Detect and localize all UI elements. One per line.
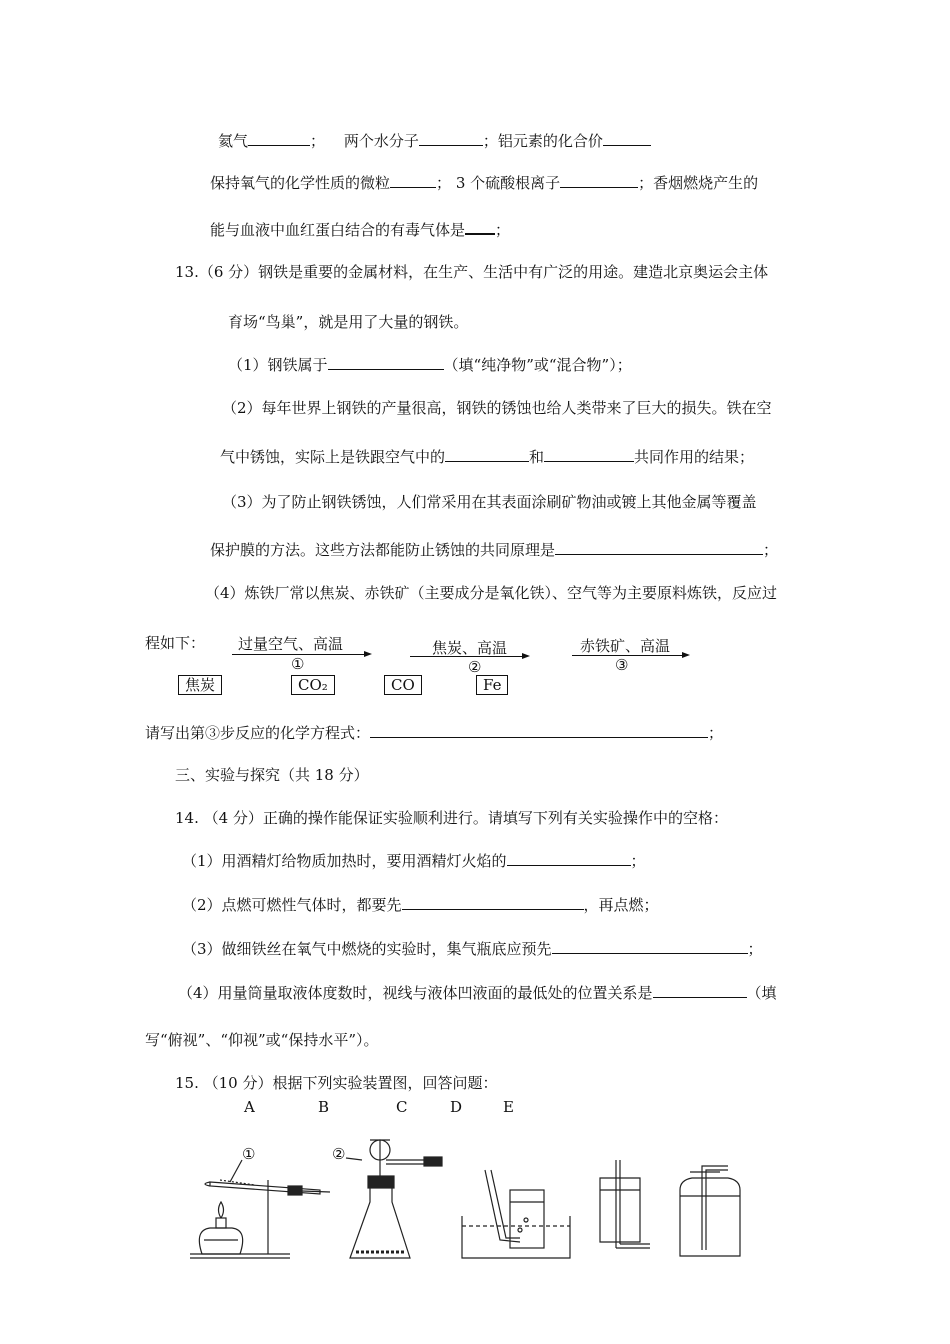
answer-blank[interactable] bbox=[328, 354, 444, 370]
mark-1: ① bbox=[242, 1145, 256, 1163]
apparatus-b bbox=[346, 1140, 442, 1258]
answer-blank[interactable] bbox=[390, 172, 436, 188]
q13-part4a: （4）炼铁厂常以焦炭、赤铁矿（主要成分是氧化铁）、空气等为主要原料炼铁，反应过 bbox=[205, 584, 778, 602]
text: ； bbox=[708, 724, 724, 742]
text: （2）点燃可燃性气体时，都要先 bbox=[182, 896, 402, 914]
mark-2: ② bbox=[332, 1145, 346, 1163]
arrow1-number: ① bbox=[291, 655, 305, 673]
text: 香烟燃烧产生的 bbox=[653, 174, 759, 192]
answer-blank[interactable] bbox=[248, 130, 310, 146]
answer-blank[interactable] bbox=[402, 894, 584, 910]
text: 保持氧气的化学性质的微粒 bbox=[210, 174, 391, 192]
text: 3 个硫酸根离子 bbox=[455, 174, 561, 192]
q13-part4b: 程如下： bbox=[145, 634, 206, 652]
text: ； bbox=[630, 852, 646, 870]
q14-part1 bbox=[182, 850, 646, 871]
answer-blank[interactable] bbox=[465, 218, 495, 235]
arrow2-number: ② bbox=[468, 658, 482, 676]
text: ； bbox=[638, 174, 654, 192]
text: （填“纯净物”或“混合物”）； bbox=[443, 356, 632, 374]
answer-blank[interactable] bbox=[560, 172, 638, 188]
arrow3-number: ③ bbox=[615, 656, 629, 674]
q13-part2a: （2）每年世界上钢铁的产量很高，钢铁的锈蚀也给人类带来了巨大的损失。铁在空 bbox=[222, 399, 772, 417]
answer-blank[interactable] bbox=[370, 722, 708, 738]
text: ，再点燃； bbox=[583, 896, 659, 914]
answer-blank[interactable] bbox=[653, 982, 747, 998]
q13-part3b bbox=[210, 539, 778, 560]
text: 保护膜的方法。这些方法都能防止锈蚀的共同原理是 bbox=[210, 541, 556, 559]
q12-line2 bbox=[210, 172, 758, 193]
apparatus-e bbox=[680, 1166, 740, 1256]
apparatus-a bbox=[190, 1160, 330, 1258]
text: 两个水分子 bbox=[343, 132, 419, 150]
text: ； bbox=[495, 221, 511, 239]
text: （1）用酒精灯给物质加热时，要用酒精灯火焰的 bbox=[182, 852, 507, 870]
text: ； bbox=[482, 132, 498, 150]
apparatus-label-a: A bbox=[244, 1098, 255, 1116]
q13-intro: 13.（6 分）钢铁是重要的金属材料，在生产、生活中有广泛的用途。建造北京奥运会主体 bbox=[175, 263, 769, 281]
q12-line1 bbox=[218, 130, 651, 151]
apparatus-d bbox=[600, 1160, 650, 1248]
text: 铝元素的化合价 bbox=[497, 132, 603, 150]
text: 和 bbox=[529, 448, 545, 466]
text: （3）做细铁丝在氧气中燃烧的实验时，集气瓶底应预先 bbox=[182, 940, 552, 958]
answer-blank[interactable] bbox=[419, 130, 483, 146]
arrow3-head bbox=[682, 652, 690, 658]
lab-apparatus-figure bbox=[180, 1130, 760, 1270]
answer-blank[interactable] bbox=[603, 130, 651, 146]
arrow1-head bbox=[364, 651, 372, 657]
text: 共同作用的结果； bbox=[634, 448, 755, 466]
arrow2-line bbox=[410, 656, 524, 657]
q13-part3a: （3）为了防止钢铁锈蚀，人们常采用在其表面涂刷矿物油或镀上其他金属等覆盖 bbox=[222, 493, 757, 511]
q13-part2b bbox=[220, 446, 754, 467]
q12-line3 bbox=[210, 218, 510, 240]
section-title: 三、实验与探究（共 18 分） bbox=[175, 766, 369, 784]
q14-part4a bbox=[178, 982, 777, 1003]
answer-blank[interactable] bbox=[544, 446, 634, 462]
arrow1-condition: 过量空气、高温 bbox=[238, 635, 344, 653]
apparatus-label-e: E bbox=[503, 1098, 514, 1116]
answer-blank[interactable] bbox=[552, 938, 748, 954]
q13-part4c bbox=[145, 722, 723, 743]
q14-part4b: 写“俯视”、“仰视”或“保持水平”）。 bbox=[145, 1031, 379, 1049]
q13-intro2: 育场“鸟巢”，就是用了大量的钢铁。 bbox=[228, 313, 469, 331]
q14-part3 bbox=[182, 938, 763, 959]
text: 氦气 bbox=[218, 132, 249, 150]
box-fe: Fe bbox=[476, 675, 508, 695]
arrow2-condition: 焦炭、高温 bbox=[432, 639, 508, 657]
q14-part2 bbox=[182, 894, 659, 915]
text: ； bbox=[436, 174, 452, 192]
answer-blank[interactable] bbox=[507, 850, 631, 866]
q13-part1 bbox=[228, 354, 632, 375]
box-co: CO bbox=[384, 675, 422, 695]
arrow2-head bbox=[522, 653, 530, 659]
apparatus-label-b: B bbox=[318, 1098, 330, 1116]
answer-blank[interactable] bbox=[445, 446, 529, 462]
text: 请写出第③步反应的化学方程式： bbox=[145, 724, 371, 742]
q14-intro: 14. （4 分）正确的操作能保证实验顺利进行。请填写下列有关实验操作中的空格： bbox=[175, 809, 728, 827]
text: 能与血液中血红蛋白结合的有毒气体是 bbox=[210, 221, 466, 239]
box-co2: CO₂ bbox=[291, 675, 335, 695]
apparatus-c bbox=[462, 1170, 570, 1258]
apparatus-label-c: C bbox=[396, 1098, 408, 1116]
q15-intro: 15. （10 分）根据下列实验装置图，回答问题： bbox=[175, 1074, 498, 1092]
text: ； bbox=[747, 940, 763, 958]
apparatus-label-d: D bbox=[450, 1098, 463, 1116]
text: ； bbox=[310, 132, 326, 150]
text: （填 bbox=[746, 984, 777, 1002]
text: （4）用量筒量取液体度数时，视线与液体凹液面的最低处的位置关系是 bbox=[178, 984, 653, 1002]
answer-blank[interactable] bbox=[555, 539, 763, 555]
arrow3-condition: 赤铁矿、高温 bbox=[580, 637, 671, 655]
text: ； bbox=[763, 541, 779, 559]
text: 气中锈蚀，实际上是铁跟空气中的 bbox=[220, 448, 446, 466]
text: （1）钢铁属于 bbox=[228, 356, 328, 374]
box-coke: 焦炭 bbox=[178, 675, 222, 695]
